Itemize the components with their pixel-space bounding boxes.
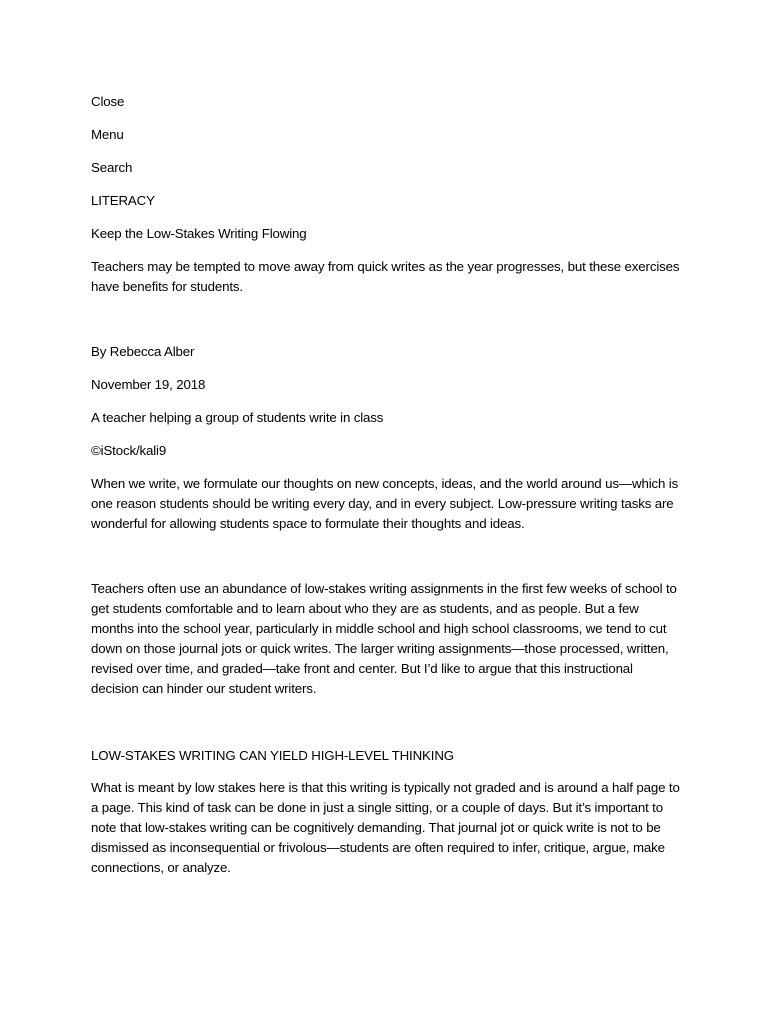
body-paragraph-2: Teachers often use an abundance of low-stakes writing assignments in the first few weeks of school to get students comfortable and to learn about who they are as students, and as people. But a few months into the school year, particularly in middle school and high school classrooms, we tend to cut down on those journal jots or quick writes. The larger writing assignments—those processed, written, revised over time, and graded—take front and center. But I’d like to argue that this instructional decision can hinder our student writers. [91, 581, 677, 696]
article-title: Keep the Low-Stakes Writing Flowing [91, 226, 307, 241]
image-credit: ©iStock/kali9 [91, 443, 167, 458]
search-link[interactable]: Search [91, 160, 133, 175]
menu-link[interactable]: Menu [91, 127, 124, 142]
image-caption: A teacher helping a group of students write in class [91, 410, 384, 425]
category-label[interactable]: LITERACY [91, 193, 155, 208]
section-paragraph: What is meant by low stakes here is that this writing is typically not graded and is around a half page to a page. This kind of task can be done in just a single sitting, or a couple of days. But it’s important to note that low-stakes writing can be cognitively demanding. That journal jot or quick write is not to be dismissed as inconsequential or frivolous—students are often required to infer, critique, argue, make connections, or analyze. [91, 780, 680, 875]
section-heading: LOW-STAKES WRITING CAN YIELD HIGH-LEVEL THINKING [91, 748, 454, 763]
body-paragraph-1: When we write, we formulate our thoughts on new concepts, ideas, and the world around us—which is one reason students should be writing every day, and in every subject. Low-pressure writing tasks are wonderful for allowing students space to formulate their thoughts and ideas. [91, 476, 679, 531]
article-subtitle: Teachers may be tempted to move away from quick writes as the year progresses, but these exercises have benefits for students. [91, 259, 680, 294]
publish-date: November 19, 2018 [91, 377, 206, 392]
byline[interactable]: By Rebecca Alber [91, 344, 195, 359]
close-link[interactable]: Close [91, 94, 125, 109]
